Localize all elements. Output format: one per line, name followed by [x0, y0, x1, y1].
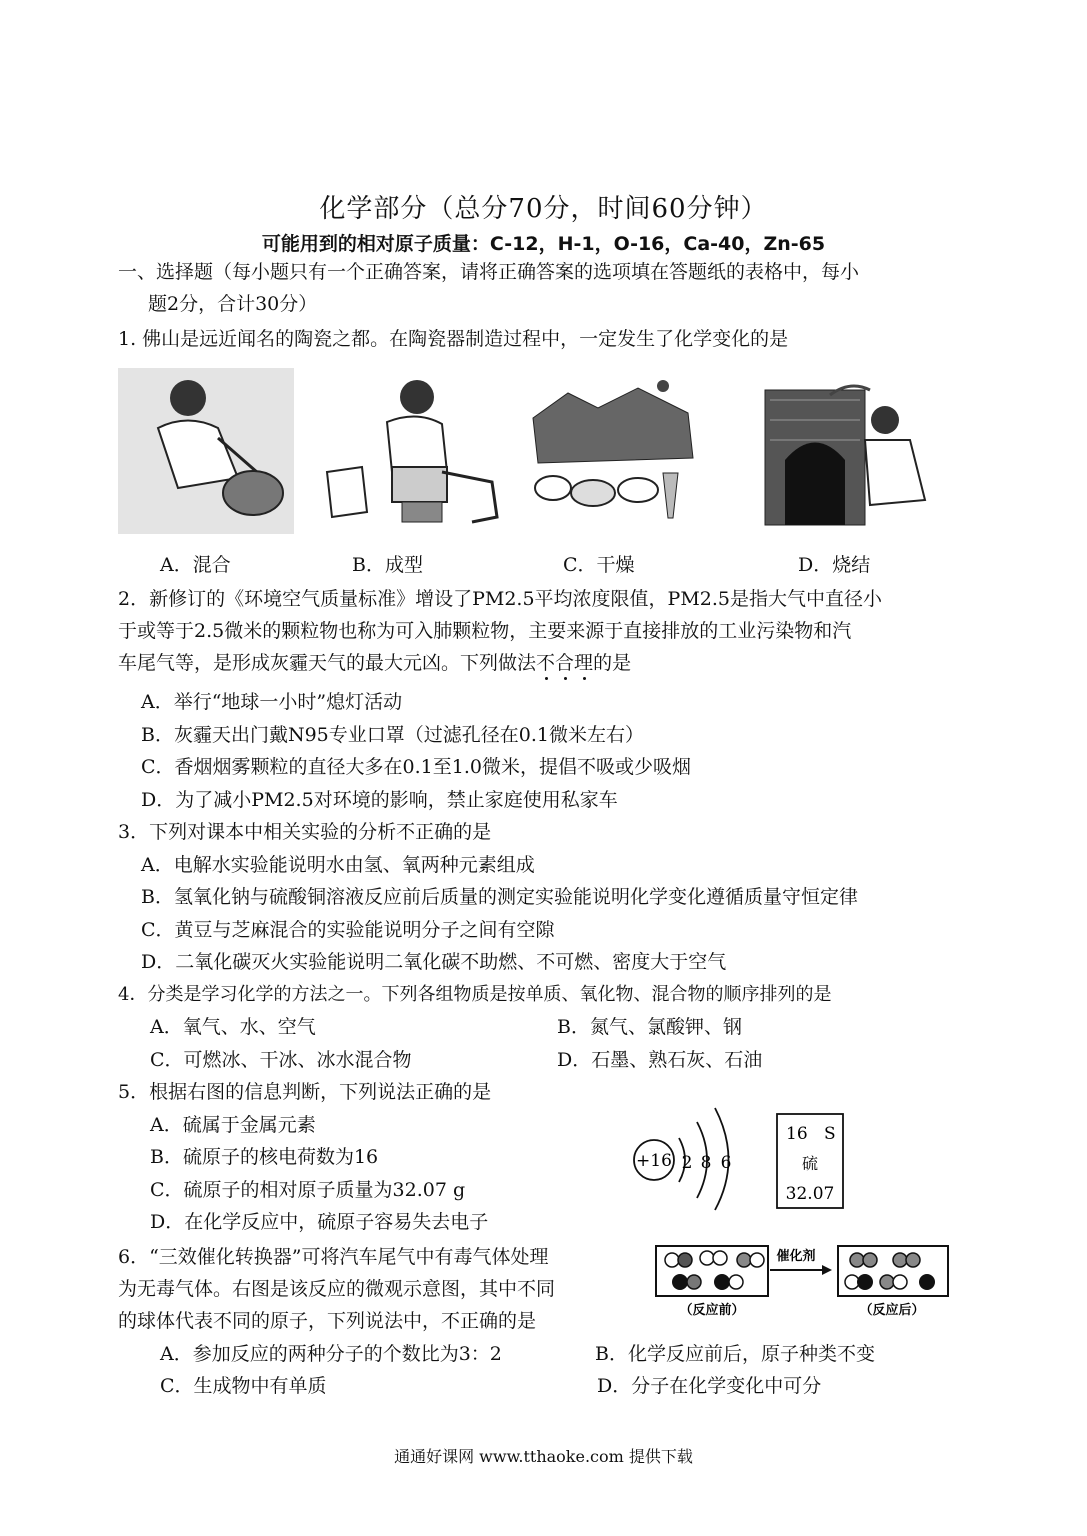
- q6-stem-line3: 的球体代表不同的原子，下列说法中，不正确的是: [118, 1310, 537, 1332]
- after-label: （反应后）: [859, 1303, 925, 1318]
- q2-option-d: D．为了减小PM2.5对环境的影响，禁止家庭使用私家车: [141, 789, 618, 811]
- q2-option-b: B．灰霾天出门戴N95专业口罩（过滤孔径在0.1微米左右）: [141, 724, 644, 746]
- q1-option-c: C．干燥: [563, 554, 635, 576]
- atomic-mass-note: 可能用到的相对原子质量：C-12，H-1，O-16，Ca-40，Zn-65: [261, 233, 826, 255]
- q3-option-b: B．氢氧化钠与硫酸铜溶液反应前后质量的测定实验能说明化学变化遵循质量守恒定律: [141, 886, 858, 908]
- q1-stem: 1. 佛山是远近闻名的陶瓷之都。在陶瓷器制造过程中，一定发生了化学变化的是: [118, 328, 789, 350]
- q4-option-d: D．石墨、熟石灰、石油: [557, 1049, 763, 1071]
- q6-option-b: B．化学反应前后，原子种类不变: [595, 1343, 875, 1365]
- q2-option-a: A．举行“地球一小时”熄灯活动: [141, 691, 403, 713]
- nucleus-label: +16: [636, 1151, 672, 1171]
- q2-stem-line3: 车尾气等，是形成灰霾天气的最大元凶。下列做法不合理的是: [118, 652, 632, 674]
- q1-option-b: B．成型: [352, 554, 423, 576]
- q6-option-c: C．生成物中有单质: [160, 1375, 327, 1397]
- q5-option-c: C．硫原子的相对原子质量为32.07 g: [150, 1179, 466, 1201]
- sulfur-element-card: [776, 1113, 844, 1209]
- q1-option-d: D．烧结: [798, 554, 871, 576]
- atomic-number: 16: [786, 1124, 808, 1144]
- q3-option-a: A．电解水实验能说明水由氢、氧两种元素组成: [141, 854, 535, 876]
- sulfur-atom-structure-diagram: [624, 1102, 740, 1212]
- reaction-micro-diagram: [652, 1240, 952, 1320]
- page-title: 化学部分（总分70分，时间60分钟）: [319, 194, 768, 224]
- page-footer: 通通好课网 www.tthaoke.com 提供下载: [394, 1447, 693, 1466]
- q2-option-c: C．香烟烟雾颗粒的直径大多在0.1至1.0微米，提倡不吸或少吸烟: [141, 756, 691, 778]
- q1-option-a: A．混合: [160, 554, 231, 576]
- emphasis-char: 理: [574, 652, 594, 674]
- section-heading-line2: 题2分，合计30分）: [148, 293, 318, 315]
- q3-stem: 3．下列对课本中相关实验的分析不正确的是: [118, 821, 492, 843]
- section-heading-line1: 一、选择题（每小题只有一个正确答案，请将正确答案的选项填在答题纸的表格中，每小: [118, 261, 860, 283]
- catalyst-label: 催化剂: [776, 1249, 816, 1264]
- emphasis-char: 不: [536, 652, 556, 674]
- q3-option-c: C．黄豆与芝麻混合的实验能说明分子之间有空隙: [141, 919, 555, 941]
- emphasis-char: 合: [555, 652, 575, 674]
- q1-image-mixing: [118, 368, 294, 534]
- shell-1-electrons: 2: [681, 1153, 693, 1173]
- q3-option-d: D．二氧化碳灭火实验能说明二氧化碳不助燃、不可燃、密度大于空气: [141, 951, 727, 973]
- q5-stem: 5．根据右图的信息判断，下列说法正确的是: [118, 1081, 492, 1103]
- q4-option-b: B．氮气、氯酸钾、钢: [557, 1016, 742, 1038]
- atomic-mass: 32.07: [785, 1184, 835, 1204]
- q6-option-a: A．参加反应的两种分子的个数比为3：2: [160, 1343, 502, 1365]
- q5-option-b: B．硫原子的核电荷数为16: [150, 1146, 379, 1168]
- q4-stem: 4．分类是学习化学的方法之一。下列各组物质是按单质、氧化物、混合物的顺序排列的是: [118, 984, 832, 1005]
- q2-stem-line2: 于或等于2.5微米的颗粒物也称为可入肺颗粒物，主要来源于直接排放的工业污染物和汽: [118, 620, 852, 642]
- shell-3-electrons: 6: [720, 1153, 732, 1173]
- q6-stem-line1: 6．“三效催化转换器”可将汽车尾气中有毒气体处理: [118, 1246, 549, 1268]
- before-label: （反应前）: [679, 1303, 745, 1318]
- shell-2-electrons: 8: [700, 1153, 712, 1173]
- q1-image-shaping: [322, 372, 500, 530]
- q4-option-c: C．可燃冰、干冰、冰水混合物: [150, 1049, 412, 1071]
- element-name: 硫: [801, 1154, 819, 1173]
- q2-stem-line1: 2．新修订的《环境空气质量标准》增设了PM2.5平均浓度限值，PM2.5是指大气中直径小: [118, 588, 883, 610]
- element-symbol: S: [824, 1124, 836, 1144]
- q5-option-a: A．硫属于金属元素: [150, 1114, 316, 1136]
- q6-option-d: D．分子在化学变化中可分: [597, 1375, 822, 1397]
- q1-image-drying: [528, 378, 696, 528]
- q6-stem-line2: 为无毒气体。右图是该反应的微观示意图，其中不同: [118, 1278, 556, 1300]
- q1-image-sintering: [760, 380, 936, 530]
- q4-option-a: A．氧气、水、空气: [150, 1016, 316, 1038]
- q5-option-d: D．在化学反应中，硫原子容易失去电子: [150, 1211, 489, 1233]
